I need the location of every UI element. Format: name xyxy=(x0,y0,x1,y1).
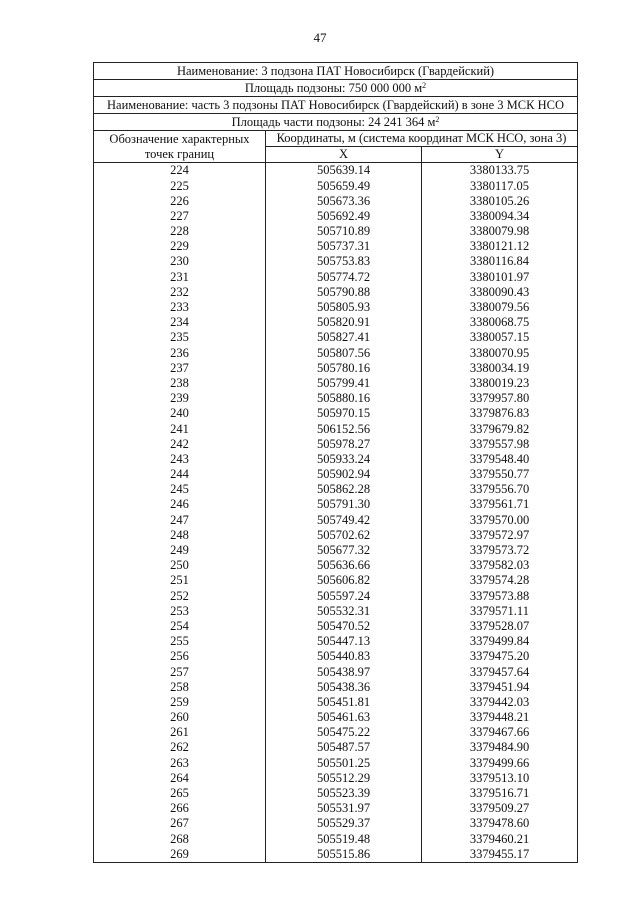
point-id: 250 xyxy=(94,558,266,573)
point-id: 265 xyxy=(94,786,266,801)
point-id: 255 xyxy=(94,634,266,649)
point-id: 260 xyxy=(94,710,266,725)
table-row xyxy=(94,801,578,816)
x-coordinate: 505749.42 xyxy=(266,512,422,527)
table-row xyxy=(94,406,578,421)
table-row xyxy=(94,573,578,588)
y-coordinate: 3379451.94 xyxy=(422,679,578,694)
table-row xyxy=(94,330,578,345)
y-coordinate: 3380079.98 xyxy=(422,224,578,239)
y-coordinate: 3380057.15 xyxy=(422,330,578,345)
table-row xyxy=(94,421,578,436)
point-id: 269 xyxy=(94,846,266,862)
y-coordinate: 3379957.80 xyxy=(422,391,578,406)
table-row xyxy=(94,239,578,254)
y-coordinate: 3379448.21 xyxy=(422,710,578,725)
x-coordinate: 505737.31 xyxy=(266,239,422,254)
part-name: Наименование: часть 3 подзоны ПАТ Новосибирск (Гвардейский) в зоне 3 МСК НСО xyxy=(94,97,578,114)
x-coordinate: 505519.48 xyxy=(266,831,422,846)
y-coordinate: 3380090.43 xyxy=(422,285,578,300)
table-row xyxy=(94,224,578,239)
point-id: 234 xyxy=(94,315,266,330)
point-id: 241 xyxy=(94,421,266,436)
table-row xyxy=(94,740,578,755)
point-column-header-line1: Обозначение характерных xyxy=(94,131,266,147)
point-id: 251 xyxy=(94,573,266,588)
y-coordinate: 3379467.66 xyxy=(422,725,578,740)
y-coordinate: 3379455.17 xyxy=(422,846,578,862)
x-coordinate: 505791.30 xyxy=(266,497,422,512)
y-coordinate: 3379513.10 xyxy=(422,771,578,786)
x-coordinate: 505862.28 xyxy=(266,482,422,497)
table-row xyxy=(94,497,578,512)
y-coordinate: 3379484.90 xyxy=(422,740,578,755)
x-coordinate: 505523.39 xyxy=(266,786,422,801)
point-id: 228 xyxy=(94,224,266,239)
point-id: 243 xyxy=(94,452,266,467)
point-id: 253 xyxy=(94,603,266,618)
x-coordinate: 505820.91 xyxy=(266,315,422,330)
table-row xyxy=(94,755,578,770)
point-id: 235 xyxy=(94,330,266,345)
table-row xyxy=(94,543,578,558)
table-row xyxy=(94,452,578,467)
x-coordinate: 505880.16 xyxy=(266,391,422,406)
point-id: 268 xyxy=(94,831,266,846)
table-row xyxy=(94,482,578,497)
point-id: 227 xyxy=(94,209,266,224)
y-coordinate: 3379573.72 xyxy=(422,543,578,558)
point-id: 237 xyxy=(94,360,266,375)
x-coordinate: 505639.14 xyxy=(266,163,422,179)
x-coordinate: 505529.37 xyxy=(266,816,422,831)
y-coordinate: 3379460.21 xyxy=(422,831,578,846)
point-column-header-line2: точек границ xyxy=(94,147,266,163)
x-coordinate: 505673.36 xyxy=(266,193,422,208)
x-coordinate: 506152.56 xyxy=(266,421,422,436)
table-row xyxy=(94,300,578,315)
column-header-row-1 xyxy=(94,131,578,147)
table-row xyxy=(94,512,578,527)
point-id: 246 xyxy=(94,497,266,512)
table-row xyxy=(94,816,578,831)
y-coordinate: 3379573.88 xyxy=(422,588,578,603)
zone-name: Наименование: 3 подзона ПАТ Новосибирск (Гвардейский) xyxy=(94,63,578,80)
table-row xyxy=(94,558,578,573)
x-coordinate: 505978.27 xyxy=(266,436,422,451)
x-coordinate: 505438.97 xyxy=(266,664,422,679)
y-coordinate: 3380116.84 xyxy=(422,254,578,269)
page-number: 47 xyxy=(313,30,327,45)
x-coordinate: 505606.82 xyxy=(266,573,422,588)
y-coordinate: 3380068.75 xyxy=(422,315,578,330)
y-coordinate: 3379572.97 xyxy=(422,528,578,543)
x-coordinate: 505440.83 xyxy=(266,649,422,664)
y-coordinate: 3379679.82 xyxy=(422,421,578,436)
y-coordinate: 3380094.34 xyxy=(422,209,578,224)
x-coordinate: 505933.24 xyxy=(266,452,422,467)
y-column-header: Y xyxy=(422,147,578,163)
table-row xyxy=(94,254,578,269)
point-id: 239 xyxy=(94,391,266,406)
zone-name-row xyxy=(94,63,578,80)
x-coordinate: 505438.36 xyxy=(266,679,422,694)
table-row xyxy=(94,376,578,391)
x-coordinate: 505659.49 xyxy=(266,178,422,193)
table-row xyxy=(94,315,578,330)
point-id: 245 xyxy=(94,482,266,497)
zone-area xyxy=(94,80,578,97)
point-id: 224 xyxy=(94,163,266,179)
x-coordinate: 505753.83 xyxy=(266,254,422,269)
y-coordinate: 3379475.20 xyxy=(422,649,578,664)
y-coordinate: 3379550.77 xyxy=(422,467,578,482)
x-coordinate: 505531.97 xyxy=(266,801,422,816)
x-coordinate: 505902.94 xyxy=(266,467,422,482)
y-coordinate: 3379499.84 xyxy=(422,634,578,649)
table-row xyxy=(94,209,578,224)
table-row xyxy=(94,163,578,179)
x-coordinate: 505780.16 xyxy=(266,360,422,375)
x-coordinate: 505827.41 xyxy=(266,330,422,345)
table-row xyxy=(94,695,578,710)
point-id: 225 xyxy=(94,178,266,193)
point-id: 258 xyxy=(94,679,266,694)
x-coordinate: 505807.56 xyxy=(266,345,422,360)
y-coordinate: 3380079.56 xyxy=(422,300,578,315)
x-coordinate: 505501.25 xyxy=(266,755,422,770)
x-coordinate: 505470.52 xyxy=(266,619,422,634)
point-id: 233 xyxy=(94,300,266,315)
table-row xyxy=(94,771,578,786)
y-coordinate: 3380019.23 xyxy=(422,376,578,391)
zone-area-unit-exponent: 2 xyxy=(422,80,427,90)
point-id: 230 xyxy=(94,254,266,269)
x-coordinate: 505461.63 xyxy=(266,710,422,725)
y-coordinate: 3379457.64 xyxy=(422,664,578,679)
part-area-unit-exponent: 2 xyxy=(435,114,440,124)
point-id: 238 xyxy=(94,376,266,391)
x-coordinate: 505692.49 xyxy=(266,209,422,224)
zone-area-row xyxy=(94,80,578,97)
point-id: 262 xyxy=(94,740,266,755)
y-coordinate: 3379548.40 xyxy=(422,452,578,467)
y-coordinate: 3379561.71 xyxy=(422,497,578,512)
table-row xyxy=(94,846,578,862)
x-coordinate: 505636.66 xyxy=(266,558,422,573)
y-coordinate: 3379571.11 xyxy=(422,603,578,618)
point-id: 263 xyxy=(94,755,266,770)
y-coordinate: 3379509.27 xyxy=(422,801,578,816)
x-coordinate: 505475.22 xyxy=(266,725,422,740)
point-id: 231 xyxy=(94,269,266,284)
point-id: 232 xyxy=(94,285,266,300)
y-coordinate: 3379442.03 xyxy=(422,695,578,710)
x-coordinate: 505710.89 xyxy=(266,224,422,239)
y-coordinate: 3379574.28 xyxy=(422,573,578,588)
x-coordinate: 505677.32 xyxy=(266,543,422,558)
coords-column-header: Координаты, м (система координат МСК НСО, зона 3) xyxy=(266,131,578,147)
table-row xyxy=(94,710,578,725)
table-row xyxy=(94,528,578,543)
y-coordinate: 3380117.05 xyxy=(422,178,578,193)
table-row xyxy=(94,831,578,846)
point-id: 252 xyxy=(94,588,266,603)
table-row xyxy=(94,436,578,451)
part-area-row xyxy=(94,114,578,131)
point-id: 240 xyxy=(94,406,266,421)
point-id: 264 xyxy=(94,771,266,786)
point-id: 257 xyxy=(94,664,266,679)
x-coordinate: 505447.13 xyxy=(266,634,422,649)
zone-area-label: Площадь подзоны: 750 000 000 м xyxy=(244,80,423,95)
point-id: 236 xyxy=(94,345,266,360)
table-row xyxy=(94,603,578,618)
table-row xyxy=(94,588,578,603)
table-row xyxy=(94,649,578,664)
table-row xyxy=(94,467,578,482)
y-coordinate: 3380034.19 xyxy=(422,360,578,375)
y-coordinate: 3379876.83 xyxy=(422,406,578,421)
y-coordinate: 3379528.07 xyxy=(422,619,578,634)
coordinates-table xyxy=(93,62,578,863)
y-coordinate: 3380070.95 xyxy=(422,345,578,360)
part-area-label: Площадь части подзоны: 24 241 364 м xyxy=(231,114,436,129)
point-id: 267 xyxy=(94,816,266,831)
point-id: 259 xyxy=(94,695,266,710)
x-coordinate: 505799.41 xyxy=(266,376,422,391)
y-coordinate: 3379516.71 xyxy=(422,786,578,801)
y-coordinate: 3380105.26 xyxy=(422,193,578,208)
x-coordinate: 505970.15 xyxy=(266,406,422,421)
y-coordinate: 3379570.00 xyxy=(422,512,578,527)
x-coordinate: 505512.29 xyxy=(266,771,422,786)
table-row xyxy=(94,345,578,360)
point-id: 242 xyxy=(94,436,266,451)
point-id: 266 xyxy=(94,801,266,816)
point-id: 229 xyxy=(94,239,266,254)
x-coordinate: 505790.88 xyxy=(266,285,422,300)
table-row xyxy=(94,786,578,801)
table-row xyxy=(94,725,578,740)
y-coordinate: 3379557.98 xyxy=(422,436,578,451)
part-name-row xyxy=(94,97,578,114)
point-id: 244 xyxy=(94,467,266,482)
y-coordinate: 3380133.75 xyxy=(422,163,578,179)
y-coordinate: 3380121.12 xyxy=(422,239,578,254)
table-row xyxy=(94,178,578,193)
point-id: 249 xyxy=(94,543,266,558)
x-coordinate: 505515.86 xyxy=(266,846,422,862)
table-row xyxy=(94,269,578,284)
table-row xyxy=(94,285,578,300)
x-coordinate: 505774.72 xyxy=(266,269,422,284)
table-row xyxy=(94,679,578,694)
y-coordinate: 3379478.60 xyxy=(422,816,578,831)
y-coordinate: 3379499.66 xyxy=(422,755,578,770)
x-column-header: X xyxy=(266,147,422,163)
point-id: 256 xyxy=(94,649,266,664)
x-coordinate: 505487.57 xyxy=(266,740,422,755)
table-row xyxy=(94,634,578,649)
column-header-row-2 xyxy=(94,147,578,163)
table-row xyxy=(94,360,578,375)
x-coordinate: 505702.62 xyxy=(266,528,422,543)
x-coordinate: 505451.81 xyxy=(266,695,422,710)
point-id: 261 xyxy=(94,725,266,740)
y-coordinate: 3379582.03 xyxy=(422,558,578,573)
table-row xyxy=(94,391,578,406)
x-coordinate: 505805.93 xyxy=(266,300,422,315)
y-coordinate: 3380101.97 xyxy=(422,269,578,284)
point-id: 226 xyxy=(94,193,266,208)
table-row xyxy=(94,193,578,208)
point-id: 248 xyxy=(94,528,266,543)
x-coordinate: 505532.31 xyxy=(266,603,422,618)
part-area xyxy=(94,114,578,131)
point-id: 247 xyxy=(94,512,266,527)
x-coordinate: 505597.24 xyxy=(266,588,422,603)
table-row xyxy=(94,664,578,679)
point-id: 254 xyxy=(94,619,266,634)
table-row xyxy=(94,619,578,634)
y-coordinate: 3379556.70 xyxy=(422,482,578,497)
